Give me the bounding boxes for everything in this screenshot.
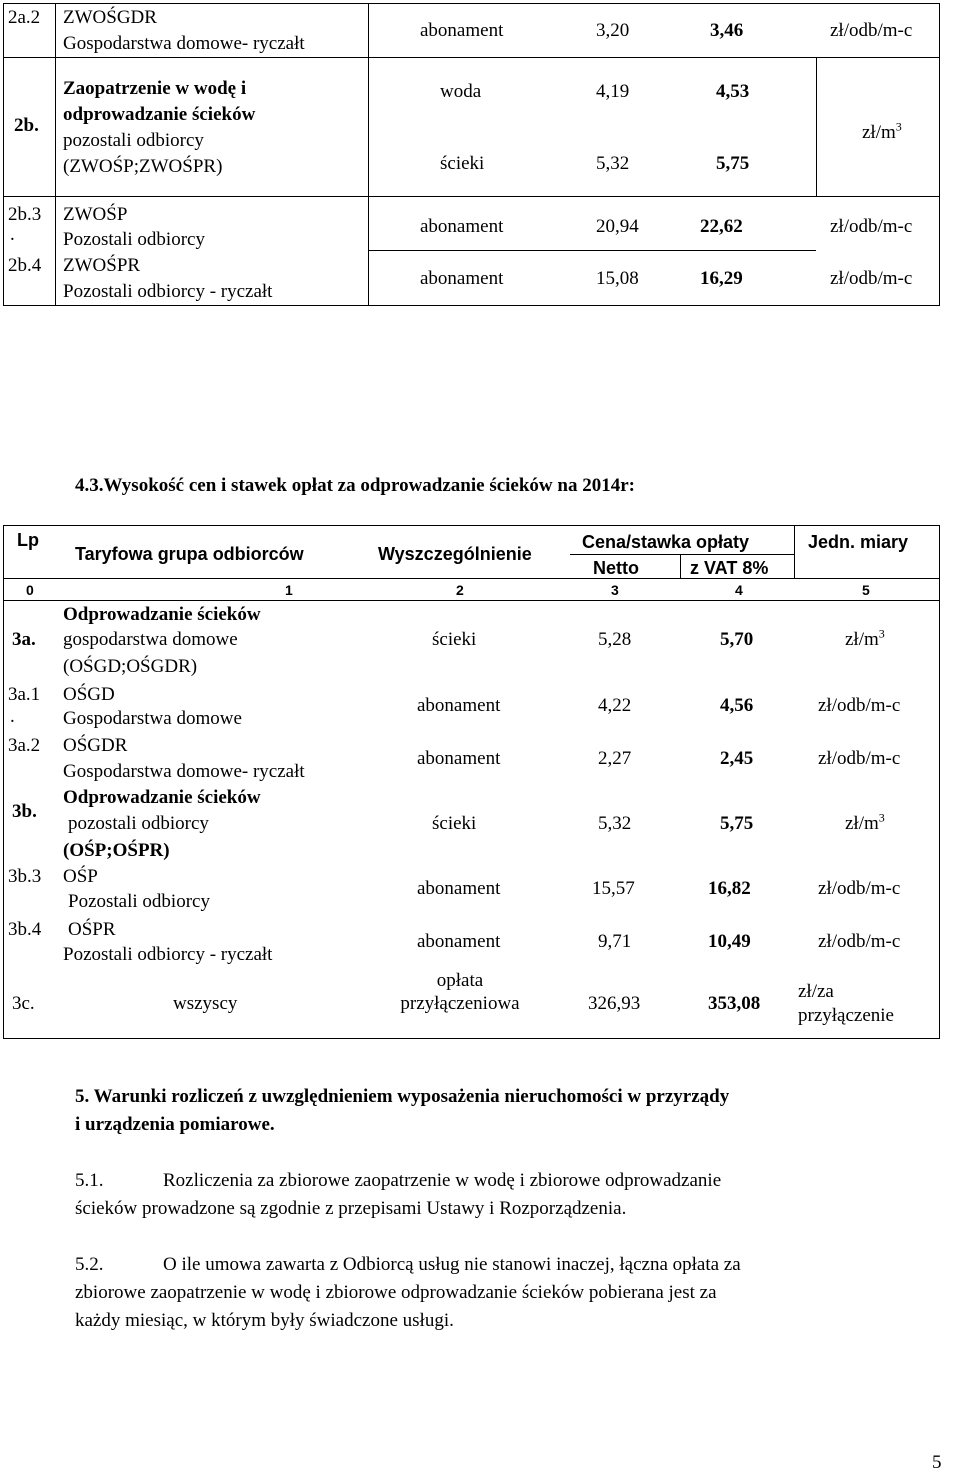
group-name: OŚGD xyxy=(63,684,115,705)
vat-cell: 22,62 xyxy=(700,216,743,237)
group-name: ZWOŚGDR xyxy=(63,7,157,28)
spec-cell: woda xyxy=(440,81,482,102)
unit-cell: zł/odb/m-c xyxy=(818,931,901,952)
page-number: 5 xyxy=(932,1452,942,1473)
netto-cell: 15,08 xyxy=(596,268,639,289)
group-desc: Pozostali odbiorcy - ryczałt xyxy=(63,281,273,302)
netto-cell: 326,93 xyxy=(588,993,641,1014)
unit-cell: zł/odb/m-c xyxy=(818,878,901,899)
vat-cell: 16,29 xyxy=(700,268,743,289)
paragraph-text: każdy miesiąc, w którym były świadczone usługi. xyxy=(75,1310,454,1331)
unit-cell: zł/za xyxy=(798,981,834,1002)
group-desc: pozostali odbiorcy xyxy=(63,130,204,151)
group-name: ZWOŚPR xyxy=(63,255,141,276)
unit-cell: $zł/m^3$ xyxy=(845,810,885,834)
vat-cell: 16,82 xyxy=(708,878,751,899)
unit-cell: zł/odb/m-c xyxy=(830,268,913,289)
group-name: OŚGDR xyxy=(63,735,128,756)
lp-cell: 3b. xyxy=(12,801,37,822)
netto-cell: 20,94 xyxy=(596,216,639,237)
paragraph-text: ścieków prowadzone są zgodnie z przepisami Ustawy i Rozporządzenia. xyxy=(75,1198,627,1219)
spec-cell: abonament xyxy=(417,748,501,769)
spec-cell: opłata xyxy=(436,970,484,991)
vat-cell: 5,75 xyxy=(720,813,754,834)
group-name: Odprowadzanie ścieków xyxy=(63,787,261,808)
lp-cell-dot: . xyxy=(10,706,15,727)
netto-cell: 4,19 xyxy=(596,81,630,102)
header-lp: Lp xyxy=(17,530,39,550)
netto-cell: 5,32 xyxy=(598,813,632,834)
spec-cell: abonament xyxy=(420,216,504,237)
group-desc: Gospodarstwa domowe- ryczałt xyxy=(63,761,305,782)
lp-cell: 2a.2 xyxy=(8,7,41,28)
unit-cell: $zł/m^3$ xyxy=(862,119,902,143)
vat-cell: 3,46 xyxy=(710,20,744,41)
group-desc: Pozostali odbiorcy xyxy=(68,891,210,912)
header-group: Taryfowa grupa odbiorców xyxy=(75,544,304,564)
header-unit: Jedn. miary xyxy=(808,532,909,552)
group-desc: Pozostali odbiorcy - ryczałt xyxy=(63,944,273,965)
group-desc: Gospodarstwa domowe- ryczałt xyxy=(63,33,305,54)
vat-cell: 5,75 xyxy=(716,153,750,174)
spec-cell: abonament xyxy=(417,931,501,952)
col-num: 5 xyxy=(862,582,870,598)
lp-cell: 3a.2 xyxy=(8,735,41,756)
group-desc: pozostali odbiorcy xyxy=(68,813,209,834)
netto-cell: 3,20 xyxy=(596,20,630,41)
lp-cell-dot: . xyxy=(10,224,15,245)
group-desc: Pozostali odbiorcy xyxy=(63,229,205,250)
paragraph-text: Rozliczenia za zbiorowe zaopatrzenie w wodę i zbiorowe odprowadzanie xyxy=(163,1170,722,1191)
group-name: wszyscy xyxy=(173,993,238,1014)
col-num: 3 xyxy=(611,582,619,598)
lp-cell: 3b.4 xyxy=(8,919,42,940)
group-desc: gospodarstwa domowe xyxy=(63,629,238,650)
col-num: 1 xyxy=(285,582,293,598)
section-title-cont: i urządzenia pomiarowe. xyxy=(75,1114,275,1135)
spec-cell: ścieki xyxy=(432,629,477,650)
netto-cell: 15,57 xyxy=(592,878,635,899)
header-netto: Netto xyxy=(593,558,639,578)
vat-cell: 2,45 xyxy=(720,748,754,769)
vat-cell: 4,53 xyxy=(716,81,750,102)
lp-cell: 3a.1 xyxy=(8,684,41,705)
col-num: 0 xyxy=(26,582,34,598)
netto-cell: 4,22 xyxy=(598,695,632,716)
group-name: odprowadzanie ścieków xyxy=(63,104,256,125)
netto-cell: 5,32 xyxy=(596,153,630,174)
lp-cell: 2b. xyxy=(14,115,39,136)
paragraph-number: 5.2. xyxy=(75,1254,104,1275)
unit-cell: zł/odb/m-c xyxy=(818,748,901,769)
header-spec: Wyszczególnienie xyxy=(378,544,532,564)
group-code: (ZWOŚP;ZWOŚPR) xyxy=(63,156,223,177)
group-name: Zaopatrzenie w wodę i xyxy=(63,78,247,99)
lp-cell: 3b.3 xyxy=(8,866,42,887)
unit-cell: $zł/m^3$ xyxy=(845,626,885,650)
unit-cell: przyłączenie xyxy=(798,1005,894,1026)
col-num: 4 xyxy=(735,582,743,598)
section-title: 4.3.Wysokość cen i stawek opłat za odprowadzanie ścieków na 2014r: xyxy=(75,475,635,496)
netto-cell: 5,28 xyxy=(598,629,632,650)
group-desc: Gospodarstwa domowe xyxy=(63,708,242,729)
vat-cell: 10,49 xyxy=(708,931,751,952)
section-title: 5. Warunki rozliczeń z uwzględnieniem wyposażenia nieruchomości w przyrządy xyxy=(75,1086,730,1107)
header-vat: z VAT 8% xyxy=(690,558,769,578)
spec-cell: abonament xyxy=(420,268,504,289)
vat-cell: 5,70 xyxy=(720,629,754,650)
unit-cell: zł/odb/m-c xyxy=(830,20,913,41)
lp-cell: 2b.4 xyxy=(8,255,42,276)
spec-cell: abonament xyxy=(417,878,501,899)
spec-cell: abonament xyxy=(420,20,504,41)
unit-cell: zł/odb/m-c xyxy=(818,695,901,716)
netto-cell: 2,27 xyxy=(598,748,632,769)
paragraph-text: zbiorowe zaopatrzenie w wodę i zbiorowe odprowadzanie ścieków pobierana jest za xyxy=(75,1282,717,1303)
paragraph-text: O ile umowa zawarta z Odbiorcą usług nie stanowi inaczej, łączna opłata za xyxy=(163,1254,741,1275)
paragraph-number: 5.1. xyxy=(75,1170,104,1191)
spec-cell: abonament xyxy=(417,695,501,716)
spec-cell: przyłączeniowa xyxy=(400,993,520,1014)
col-num: 2 xyxy=(456,582,464,598)
lp-cell: 3a. xyxy=(12,629,36,650)
group-name: Odprowadzanie ścieków xyxy=(63,604,261,625)
vat-cell: 353,08 xyxy=(708,993,761,1014)
unit-cell: zł/odb/m-c xyxy=(830,216,913,237)
group-name: ZWOŚP xyxy=(63,204,128,225)
lp-cell: 3c. xyxy=(12,993,35,1014)
group-name: OŚPR xyxy=(68,919,116,940)
netto-cell: 9,71 xyxy=(598,931,632,952)
spec-cell: ścieki xyxy=(432,813,477,834)
group-code: (OŚGD;OŚGDR) xyxy=(63,656,198,677)
header-price: Cena/stawka opłaty xyxy=(582,532,750,552)
lp-cell: 2b.3 xyxy=(8,204,42,225)
group-code: (OŚP;OŚPR) xyxy=(63,840,170,861)
spec-cell: ścieki xyxy=(440,153,485,174)
group-name: OŚP xyxy=(63,866,98,887)
vat-cell: 4,56 xyxy=(720,695,754,716)
